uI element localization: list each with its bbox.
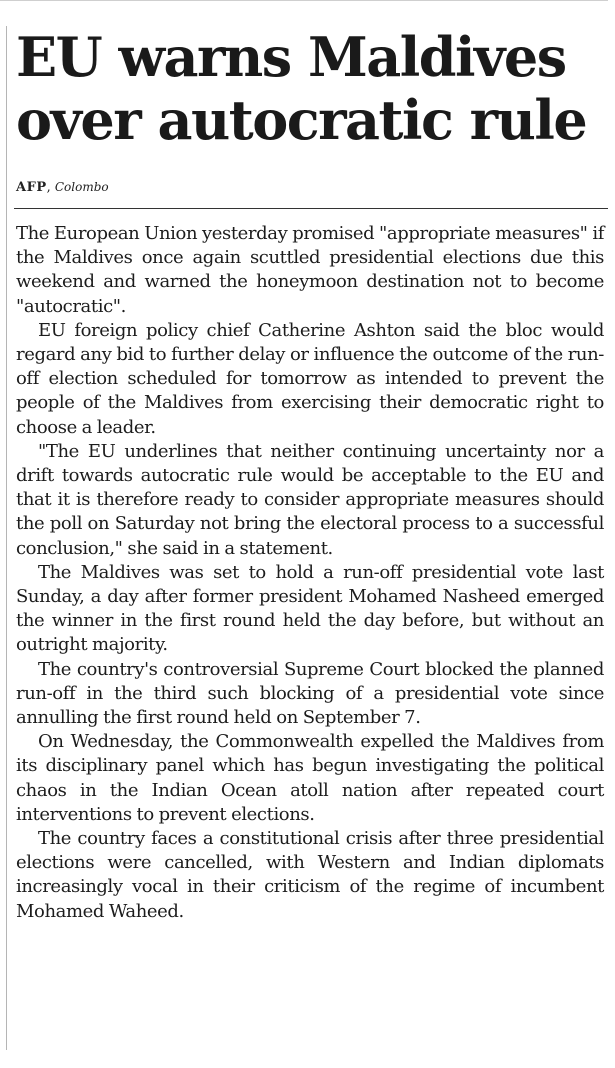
column-divider <box>6 26 7 1050</box>
article-paragraph: The European Union yesterday promised "appropriate measures" if the Maldives once again scuttled presidential elections due this weekend and warned the honeymoon destination not to become "autocratic". <box>16 223 604 317</box>
article-paragraph: The country's controversial Supreme Court blocked the planned run-off in the third such blocking of a presidential vote since annulling the first round held on September 7. <box>16 658 604 729</box>
article-headline: EU warns Maldives over autocratic rule <box>16 25 587 152</box>
top-divider <box>0 0 608 1</box>
article-body <box>16 222 604 924</box>
article-paragraph: EU foreign policy chief Catherine Ashton said the bloc would regard any bid to further delay or influence the outcome of the run-off election scheduled for tomorrow as intended to prevent the people of the Maldives from exercising their democratic right to choose a leader. <box>16 319 604 438</box>
article-paragraph: On Wednesday, the Commonwealth expelled the Maldives from its disciplinary panel which has begun investigating the political chaos in the Indian Ocean atoll nation after repeated court interventions to prevent elections. <box>16 731 604 825</box>
byline-agency: AFP <box>16 180 47 195</box>
byline-divider <box>14 208 608 209</box>
article-paragraph: "The EU underlines that neither continuing uncertainty nor a drift towards autocratic rule would be acceptable to the EU and that it is therefore ready to consider appropriate measures should the poll on Saturday not bring the electoral process to a successful conclusion," she said in a statement. <box>16 440 604 559</box>
byline-location: Colombo <box>54 180 109 194</box>
article-paragraph: The country faces a constitutional crisis after three presidential elections were cancelled, with Western and Indian diplomats increasingly vocal in their criticism of the regime of incumbent Mohamed Waheed. <box>16 828 604 922</box>
article-paragraph: The Maldives was set to hold a run-off presidential vote last Sunday, a day after former president Mohamed Nasheed emerged the winner in the first round held the day before, but without an outright majority. <box>16 561 604 656</box>
byline-separator: , <box>46 180 51 195</box>
byline <box>16 178 109 197</box>
